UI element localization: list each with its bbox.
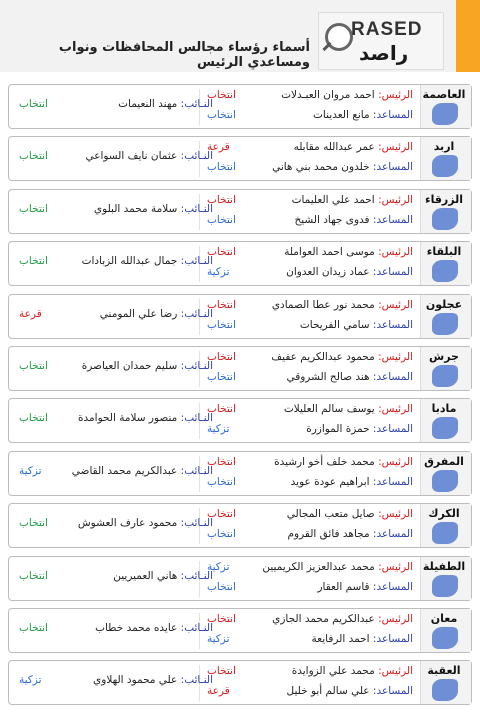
deputy-method: انتخاب	[19, 517, 48, 530]
president-label: الرئيس:	[378, 298, 413, 311]
assistant-name: مانع العدينات	[313, 109, 370, 121]
governorate-row	[8, 241, 472, 286]
president-line	[213, 665, 413, 681]
assistant-method: قرعة	[207, 685, 230, 698]
governorate-cell	[420, 242, 471, 285]
assistant-method: تزكية	[207, 633, 230, 645]
governorate-cell	[420, 137, 471, 180]
president-name: محمود عبدالكريم عفيف	[271, 351, 375, 363]
governorate-name: المفرق	[424, 454, 464, 468]
president-label: الرئيس:	[378, 141, 413, 154]
president-method: قرعة	[207, 141, 230, 154]
governorate-name: مادبا	[431, 402, 457, 416]
deputy-line	[93, 674, 213, 690]
assistant-line	[213, 214, 413, 230]
deputy-label: النـائب:	[180, 307, 213, 320]
magnifier-icon	[325, 23, 353, 51]
deputy-name: هاني العميريين	[113, 569, 178, 582]
assistant-label: المساعد:	[372, 633, 413, 645]
deputy-method: انتخاب	[19, 412, 48, 425]
deputy-label: النـائب:	[180, 569, 213, 582]
president-method: انتخاب	[207, 665, 236, 678]
deputy-name: سليم حمدان العياصرة	[81, 360, 178, 372]
deputy-method: انتخاب	[19, 202, 48, 215]
president-name: يوسف سالم العليلات	[283, 403, 375, 416]
governorate-map-icon	[432, 627, 458, 649]
header	[0, 0, 480, 72]
deputy-name: مهند النعيمات	[118, 98, 178, 110]
logo-text-ar: راصد	[359, 41, 409, 65]
deputy-line	[85, 150, 213, 166]
president-name: محمد عبدالعزيز الكريميين	[262, 560, 375, 573]
assistant-line	[213, 371, 413, 387]
deputy-label: النـائب:	[180, 150, 213, 163]
president-label: الرئيس:	[378, 455, 413, 468]
president-line	[213, 508, 413, 524]
governorate-cell	[420, 504, 471, 547]
governorate-name: جرش	[429, 350, 459, 363]
assistant-method: تزكية	[207, 423, 230, 436]
president-method: انتخاب	[207, 613, 236, 625]
page-title: أسماء رؤساء مجالس المحافظات ونواب ومساعدي الرئيس	[58, 40, 310, 70]
president-name: عمر عبدالله مقابله	[293, 141, 375, 154]
assistant-method: انتخاب	[207, 528, 236, 541]
governorate-name: عجلون	[425, 297, 463, 311]
rased-logo	[318, 12, 444, 70]
governorate-cell	[420, 609, 471, 652]
deputy-label: النـائب:	[180, 255, 213, 268]
assistant-name: سامي الفريحات	[299, 318, 370, 331]
deputy-name: عبدالكريم محمد القاضي	[71, 464, 178, 477]
deputy-name: عثمان نايف السواعي	[85, 150, 178, 163]
assistant-name: مجاهد فائق القروم	[287, 528, 370, 541]
governorate-row	[8, 608, 472, 653]
governorate-row	[8, 398, 472, 443]
assistant-label: المساعد:	[372, 161, 413, 174]
deputy-method: انتخاب	[19, 622, 48, 634]
assistant-name: فدوى جهاد الشيخ	[294, 213, 370, 226]
assistant-method: تزكية	[207, 266, 230, 279]
deputy-label: النـائب:	[180, 517, 213, 530]
governorate-name: العاصمة	[422, 88, 466, 101]
assistant-name: هند صالح الشروقي	[286, 371, 370, 383]
assistant-label: المساعد:	[372, 318, 413, 331]
governorate-name: معان	[430, 612, 458, 625]
deputy-method: انتخاب	[19, 98, 48, 110]
assistant-line	[213, 161, 413, 177]
president-label: الرئيس:	[378, 193, 413, 206]
president-method: انتخاب	[207, 351, 236, 363]
deputy-label: النـائب:	[180, 202, 213, 215]
governorate-row	[8, 503, 472, 548]
president-name: احمد علي العليمات	[291, 193, 375, 206]
governorate-row	[8, 451, 472, 496]
deputy-label: النـائب:	[180, 98, 213, 110]
assistant-name: احمد الرفايعة	[311, 633, 370, 645]
deputy-line	[93, 308, 213, 324]
assistant-name: قاسم العقار	[317, 580, 370, 593]
assistant-label: المساعد:	[372, 580, 413, 593]
deputy-name: جمال عبدالله الزبادات	[81, 255, 178, 268]
logo-text-en: RASED	[351, 19, 423, 40]
governorate-name: الكرك	[428, 507, 460, 521]
president-label: الرئيس:	[378, 89, 413, 101]
assistant-label: المساعد:	[372, 685, 413, 698]
deputy-line	[81, 255, 213, 271]
president-method: تزكية	[207, 560, 230, 573]
deputy-name: عايده محمد خطاب	[95, 622, 178, 634]
governorate-cell	[420, 399, 471, 442]
president-name: محمد نور عطا الصمادي	[271, 298, 375, 311]
governorate-map-icon	[432, 522, 458, 544]
governorate-cell	[420, 85, 471, 128]
governorate-cell	[420, 190, 471, 233]
governorate-row	[8, 136, 472, 181]
president-method: انتخاب	[207, 193, 236, 206]
assistant-label: المساعد:	[372, 266, 413, 279]
assistant-method: انتخاب	[207, 371, 236, 383]
deputy-line	[93, 203, 213, 219]
assistant-line	[213, 319, 413, 335]
president-method: انتخاب	[207, 89, 236, 101]
governorate-map-icon	[432, 313, 458, 335]
governorate-name: الزرقاء	[424, 192, 464, 206]
assistant-method: انتخاب	[207, 475, 236, 488]
governorate-map-icon	[432, 470, 458, 492]
deputy-method: انتخاب	[19, 150, 48, 163]
deputy-line	[81, 360, 213, 376]
president-name: محمد خلف أخو ارشيدة	[274, 455, 375, 468]
assistant-line	[213, 109, 413, 125]
governorate-cell	[420, 295, 471, 338]
deputy-method: انتخاب	[19, 569, 48, 582]
governorate-cell	[420, 347, 471, 390]
governorate-name: اربد	[433, 140, 455, 154]
assistant-method: انتخاب	[207, 161, 236, 174]
governorate-cell	[420, 452, 471, 495]
assistant-label: المساعد:	[372, 423, 413, 436]
deputy-label: النـائب:	[180, 674, 213, 687]
governorate-row	[8, 84, 472, 129]
deputy-method: قرعة	[19, 307, 42, 320]
president-line	[213, 613, 413, 629]
assistant-line	[213, 581, 413, 597]
assistant-line	[213, 266, 413, 282]
assistant-line	[213, 685, 413, 701]
president-line	[213, 561, 413, 577]
deputy-line	[93, 622, 213, 638]
assistant-name: عماد زيدان العدوان	[286, 266, 370, 279]
deputy-method: تزكية	[19, 464, 42, 477]
assistant-label: المساعد:	[372, 213, 413, 226]
assistant-line	[213, 476, 413, 492]
deputy-line	[78, 412, 213, 428]
assistant-name: علي سالم أبو خليل	[286, 685, 370, 698]
governorate-row	[8, 294, 472, 339]
president-method: انتخاب	[207, 455, 236, 468]
president-label: الرئيس:	[378, 560, 413, 573]
president-method: انتخاب	[207, 508, 236, 521]
assistant-label: المساعد:	[372, 371, 413, 383]
deputy-name: سلامة محمد البلوي	[93, 202, 178, 215]
deputy-label: النـائب:	[180, 412, 213, 425]
assistant-label: المساعد:	[372, 475, 413, 488]
governorate-row	[8, 346, 472, 391]
deputy-line	[93, 570, 213, 586]
deputy-label: النـائب:	[180, 464, 213, 477]
governorate-map-icon	[432, 155, 458, 177]
assistant-line	[213, 633, 413, 649]
president-line	[213, 456, 413, 472]
deputy-line	[77, 517, 213, 533]
assistant-line	[213, 423, 413, 439]
president-line	[213, 351, 413, 367]
assistant-name: حمزة الموازرة	[306, 423, 370, 436]
governorate-map-icon	[432, 417, 458, 439]
deputy-method: تزكية	[19, 674, 42, 687]
president-name: صايل متعب المجالي	[286, 508, 375, 521]
deputy-name: محمود عارف العشوش	[77, 517, 178, 530]
president-label: الرئيس:	[378, 508, 413, 521]
governorate-row	[8, 556, 472, 601]
deputy-name: رضا علي المومني	[99, 307, 178, 320]
president-line	[213, 194, 413, 210]
deputy-method: انتخاب	[19, 255, 48, 268]
deputy-line	[93, 98, 213, 114]
governorate-row	[8, 660, 472, 705]
assistant-label: المساعد:	[372, 109, 413, 121]
governorate-map-icon	[432, 365, 458, 387]
president-line	[213, 246, 413, 262]
president-label: الرئيس:	[378, 613, 413, 625]
governorate-row	[8, 189, 472, 234]
assistant-line	[213, 528, 413, 544]
president-method: انتخاب	[207, 403, 236, 416]
governorate-cell	[420, 661, 471, 704]
governorate-map-icon	[432, 679, 458, 701]
deputy-label: النـائب:	[180, 622, 213, 634]
deputy-name: علي محمود الهلاوي	[93, 674, 178, 687]
governorate-map-icon	[432, 575, 458, 597]
assistant-method: انتخاب	[207, 213, 236, 226]
assistant-method: انتخاب	[207, 109, 236, 121]
deputy-method: انتخاب	[19, 360, 48, 372]
assistant-name: ابراهيم عودة عويد	[290, 475, 370, 488]
governorate-map-icon	[432, 208, 458, 230]
president-method: انتخاب	[207, 298, 236, 311]
accent-bar	[456, 0, 480, 72]
governorate-name: الطفيلة	[422, 559, 466, 573]
governorate-cell	[420, 557, 471, 600]
president-label: الرئيس:	[378, 351, 413, 363]
governorate-map-icon	[432, 103, 458, 125]
president-label: الرئيس:	[378, 403, 413, 416]
president-name: محمد علي الزوايدة	[291, 665, 375, 678]
deputy-label: النـائب:	[180, 360, 213, 372]
governorate-name: العقبة	[427, 664, 461, 678]
governorate-map-icon	[432, 260, 458, 282]
president-name: عبدالكريم محمد الجازي	[272, 613, 375, 625]
president-line	[213, 299, 413, 315]
president-name: احمد مروان العبـدلات	[281, 89, 375, 101]
assistant-name: خلدون محمد بني هاني	[272, 161, 370, 174]
president-label: الرئيس:	[378, 246, 413, 259]
president-label: الرئيس:	[378, 665, 413, 678]
assistant-method: انتخاب	[207, 318, 236, 331]
deputy-name: منصور سلامة الحوامدة	[78, 412, 178, 425]
president-line	[213, 89, 413, 105]
president-name: موسى احمد العواملة	[284, 246, 375, 259]
president-line	[213, 141, 413, 157]
governorate-name: البلقاء	[426, 245, 462, 259]
president-method: انتخاب	[207, 246, 236, 259]
assistant-method: انتخاب	[207, 580, 236, 593]
assistant-label: المساعد:	[372, 528, 413, 541]
president-line	[213, 403, 413, 419]
deputy-line	[71, 464, 213, 481]
